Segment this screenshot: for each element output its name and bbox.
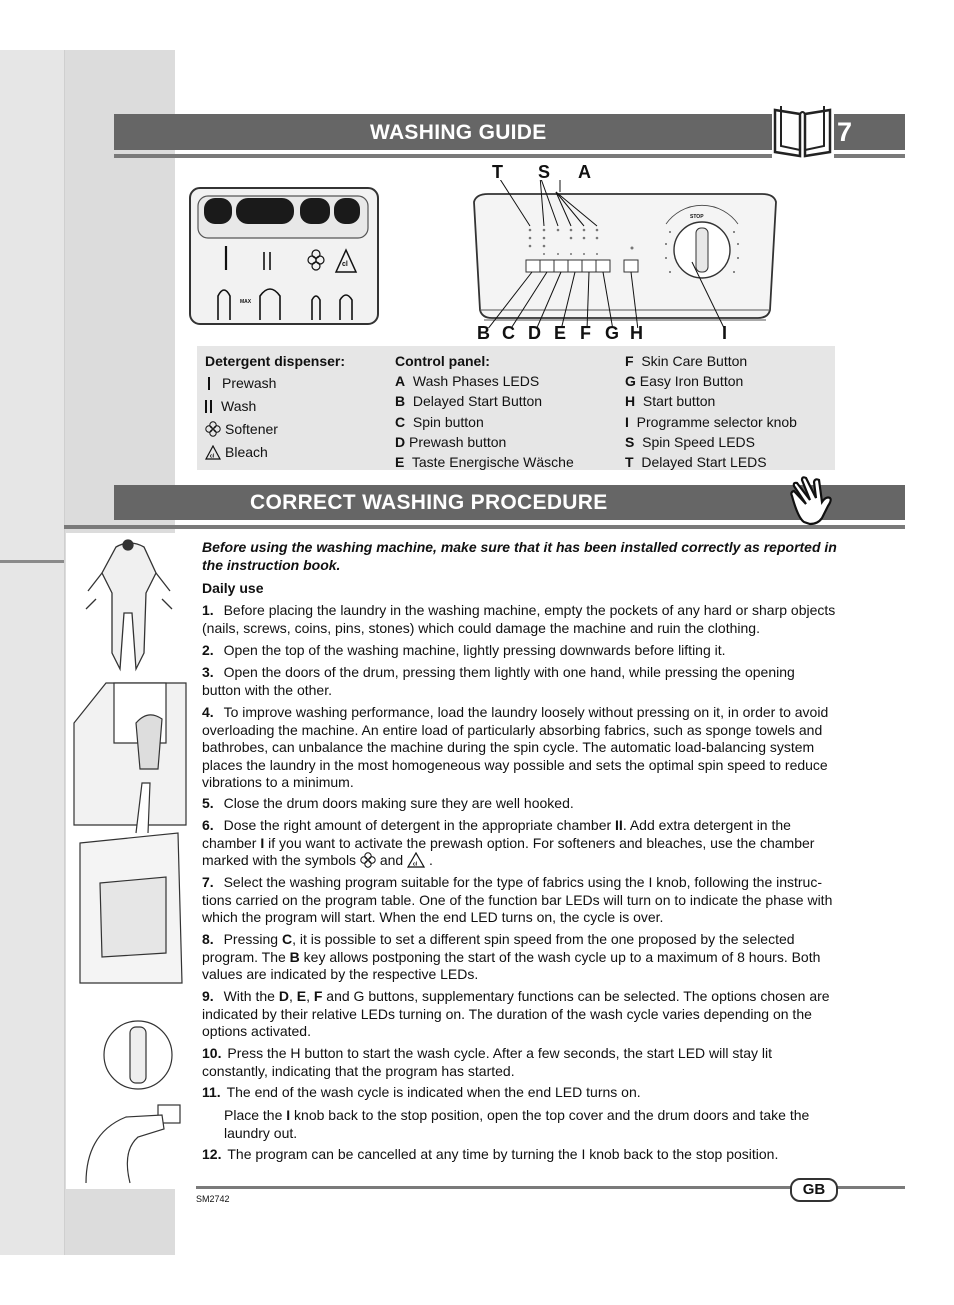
- book-icon: [772, 102, 834, 158]
- dispenser-item-softener: [205, 418, 345, 441]
- panel-letter-c: C: [502, 323, 515, 343]
- svg-text:cl: cl: [413, 861, 418, 868]
- cp-item-d: [395, 432, 574, 452]
- cp-item-f: [625, 351, 797, 371]
- dispenser-heading: Detergent dispenser:: [205, 353, 346, 369]
- wash-symbol-bar: [210, 400, 212, 413]
- step-bold: I: [286, 1107, 291, 1123]
- dispenser-item-wash: [205, 395, 345, 418]
- panel-letter-h: H: [630, 323, 643, 343]
- step-text: [202, 817, 814, 868]
- step-number: 7.: [202, 874, 214, 890]
- cp-key: F: [625, 353, 634, 369]
- step-text: Before placing the laundry in the washing machine, empty the pockets of any hard or sharp objects (nails, screws, coins, pins, stones) which could damage the machine and ruin the clothing.: [202, 602, 836, 636]
- step-10: [202, 1045, 836, 1080]
- step-text: [202, 931, 820, 982]
- step-6: [202, 817, 836, 873]
- daily-use-heading: Daily use: [202, 580, 264, 596]
- control-panel-legend-col1: [395, 351, 574, 472]
- dispenser-item-bleach: [205, 441, 345, 464]
- cp-item-e: [395, 452, 574, 472]
- step-text: The end of the wash cycle is indicated when the end LED turns on.: [226, 1084, 641, 1100]
- dispenser-item-prewash: [205, 372, 345, 395]
- panel-letter-g: G: [605, 323, 620, 343]
- step-text-part: ,: [288, 988, 297, 1004]
- step-text: Press the H button to start the wash cycle. After a few seconds, the start LED will stay lit constantly, indicating that the program has started.: [202, 1045, 773, 1079]
- cp-item-s: [625, 432, 797, 452]
- cp-item-b: [395, 391, 574, 411]
- step-text: Close the drum doors making sure they are well hooked.: [223, 795, 574, 811]
- control-panel-illustration: [470, 180, 780, 328]
- cp-label: Taste Energische Wäsche: [411, 454, 574, 471]
- margin-rule: [0, 560, 64, 563]
- panel-letter-b: B: [477, 323, 490, 343]
- bleach-triangle-icon: [407, 852, 425, 873]
- step-text: [202, 988, 830, 1039]
- step-8: [202, 931, 836, 984]
- step-number: 10.: [202, 1045, 222, 1061]
- knob-stop-label: STOP: [690, 214, 704, 220]
- step-text-part: and G buttons, supplementary functions can be selected. The options chosen are indicated by their relative LEDs turning on. The duration of the wash cycle varies depending on the options activated.: [202, 988, 830, 1039]
- step-text-part: if you want to activate the prewash option. For softeners and bleaches, use the chamber marked with the symbols: [202, 834, 815, 868]
- cp-key: B: [395, 393, 406, 410]
- step-number: 12.: [202, 1146, 222, 1162]
- prewash-symbol: [208, 377, 210, 390]
- washing-guide-title: WASHING GUIDE: [370, 121, 547, 144]
- step-text-part: knob back to the stop position, open the top cover and the drum doors and take the laundry out.: [224, 1107, 810, 1141]
- panel-letter-d: D: [528, 323, 541, 343]
- step-11-continued: [224, 1107, 834, 1142]
- step-number: 3.: [202, 664, 214, 680]
- cp-label: Prewash button: [409, 433, 507, 450]
- step-1: [202, 602, 836, 637]
- step-text: The program can be cancelled at any time by turning the I knob back to the stop position.: [227, 1146, 779, 1162]
- panel-letter-f: F: [580, 323, 591, 343]
- step-12: [202, 1146, 836, 1164]
- wash-label: Wash: [221, 398, 257, 414]
- cp-label: Spin Speed LEDS: [642, 433, 755, 450]
- step-text-part: With the: [223, 988, 279, 1004]
- step-11: [202, 1084, 836, 1102]
- softener-label: Softener: [225, 421, 278, 437]
- step-text: Open the top of the washing machine, lightly pressing downwards before lifting it.: [223, 642, 726, 658]
- procedure-title: CORRECT WASHING PROCEDURE: [250, 491, 608, 514]
- panel-letter-a: A: [578, 162, 591, 182]
- step-text-part: , it is possible to set a different spin speed from the one proposed by the selected program. The: [202, 931, 795, 965]
- step-text-part: Pressing: [223, 931, 282, 947]
- step-number: 2.: [202, 642, 214, 658]
- step-text-part: ,: [306, 988, 314, 1004]
- step-text: Open the doors of the drum, pressing them lightly with one hand, while pressing the opening button with the other.: [202, 664, 795, 698]
- bleach-label: Bleach: [225, 444, 268, 460]
- step-9: [202, 988, 836, 1041]
- cl-label: cl: [342, 261, 348, 268]
- step-number: 9.: [202, 988, 214, 1004]
- step-text-part: key allows postponing the start of the wash cycle up to a maximum of 8 hours. Both values are indicated by the respective LEDs.: [202, 948, 821, 982]
- left-margin-strip: [0, 50, 64, 1255]
- step-number: 5.: [202, 795, 214, 811]
- language-badge-label: GB: [802, 1181, 826, 1198]
- panel-letter-e: E: [554, 323, 567, 343]
- page-number: 7: [837, 117, 853, 147]
- step-bold: E: [296, 988, 307, 1004]
- cp-label: Programme selector knob: [636, 413, 797, 430]
- step-4: [202, 704, 836, 792]
- panel-letter-t: T: [492, 162, 503, 182]
- flower-icon: [360, 852, 376, 873]
- cp-label: Delayed Start Button: [412, 393, 543, 410]
- cp-item-h: [625, 391, 797, 411]
- step-number: 1.: [202, 602, 214, 618]
- cp-label: Delayed Start LEDS: [641, 454, 767, 471]
- step-bold: C: [281, 931, 293, 947]
- panel-letter-i: I: [722, 323, 728, 343]
- cp-key: A: [395, 373, 406, 390]
- procedure-intro: Before using the washing machine, make sure that it has been installed correctly as reported in the instruction book.: [202, 539, 837, 573]
- step-text-part: and: [375, 852, 408, 868]
- cp-key: S: [625, 433, 635, 450]
- step-number: 8.: [202, 931, 214, 947]
- cp-key: C: [395, 413, 406, 430]
- document-code: SM2742: [196, 1194, 230, 1204]
- wash-symbol: [205, 400, 207, 413]
- language-badge: [790, 1178, 838, 1202]
- step-text-part: . Add extra detergent in the chamber: [202, 817, 791, 851]
- cp-key: D: [395, 433, 406, 450]
- cp-item-g: [625, 371, 797, 391]
- step-text: Select the washing program suitable for the type of fabrics using the I knob, following the instruc-tions carried on the program table. One of the function bar LEDs will turn on to indicate the phase with which the program will start. When the end LED turns on, the cycle is over.: [202, 874, 833, 925]
- cp-key: H: [625, 393, 636, 410]
- prewash-label: Prewash: [222, 375, 277, 391]
- dispenser-illustration: [188, 186, 380, 326]
- step-bold: II: [615, 817, 623, 833]
- bleach-triangle-icon: [205, 445, 221, 465]
- dispenser-legend: [205, 351, 345, 464]
- figure-illustrations: [66, 533, 196, 1189]
- flower-icon: [205, 421, 221, 442]
- step-number: 11.: [202, 1084, 221, 1100]
- cp-item-c: [395, 412, 574, 432]
- hand-icon: [784, 474, 836, 526]
- cp-label: Skin Care Button: [641, 353, 748, 369]
- step-number: 6.: [202, 817, 214, 833]
- step-bold: F: [313, 988, 323, 1004]
- procedure-rule: [64, 525, 905, 529]
- cp-key: T: [625, 454, 634, 471]
- step-2: [202, 642, 836, 660]
- cp-key: I: [625, 413, 629, 430]
- max-label: MAX: [240, 299, 252, 305]
- step-5: [202, 795, 836, 813]
- cp-key: E: [395, 454, 405, 471]
- cp-item-t: [625, 452, 797, 472]
- step-text-part: Place the: [224, 1107, 287, 1123]
- step-bold: I: [260, 834, 265, 851]
- step-bold: B: [289, 948, 300, 965]
- step-7: [202, 874, 836, 927]
- svg-text:cl: cl: [210, 453, 215, 460]
- panel-letter-s: S: [538, 162, 551, 182]
- step-number: 4.: [202, 704, 214, 720]
- control-panel-legend-col2: [625, 351, 797, 472]
- step-bold: D: [278, 988, 289, 1004]
- step-text-part: Dose the right amount of detergent in the appropriate chamber: [223, 817, 616, 833]
- cp-label: Easy Iron Button: [639, 373, 744, 390]
- step-3: [202, 664, 836, 699]
- step-text: To improve washing performance, load the laundry loosely without pressing on it, in order to avoid overloading the machine. An entire load of particularly absorbing fabrics, such as sponge towels and bathrobes, can unbalance the machine during the spin cycle. The automatic load-balancing system places the laundry in the most homogeneous way possible and sets the optimal spin speed to reduce vibrations to a minimum.: [202, 704, 829, 790]
- cp-key: G: [625, 373, 636, 390]
- cp-label: Wash Phases LEDS: [412, 373, 540, 390]
- cp-item-i: [625, 412, 797, 432]
- cp-label: Spin button: [412, 413, 484, 430]
- cp-label: Start button: [642, 393, 716, 410]
- control-panel-heading: Control panel:: [395, 353, 490, 369]
- cp-item-a: [395, 371, 574, 391]
- step-text-part: .: [425, 852, 433, 868]
